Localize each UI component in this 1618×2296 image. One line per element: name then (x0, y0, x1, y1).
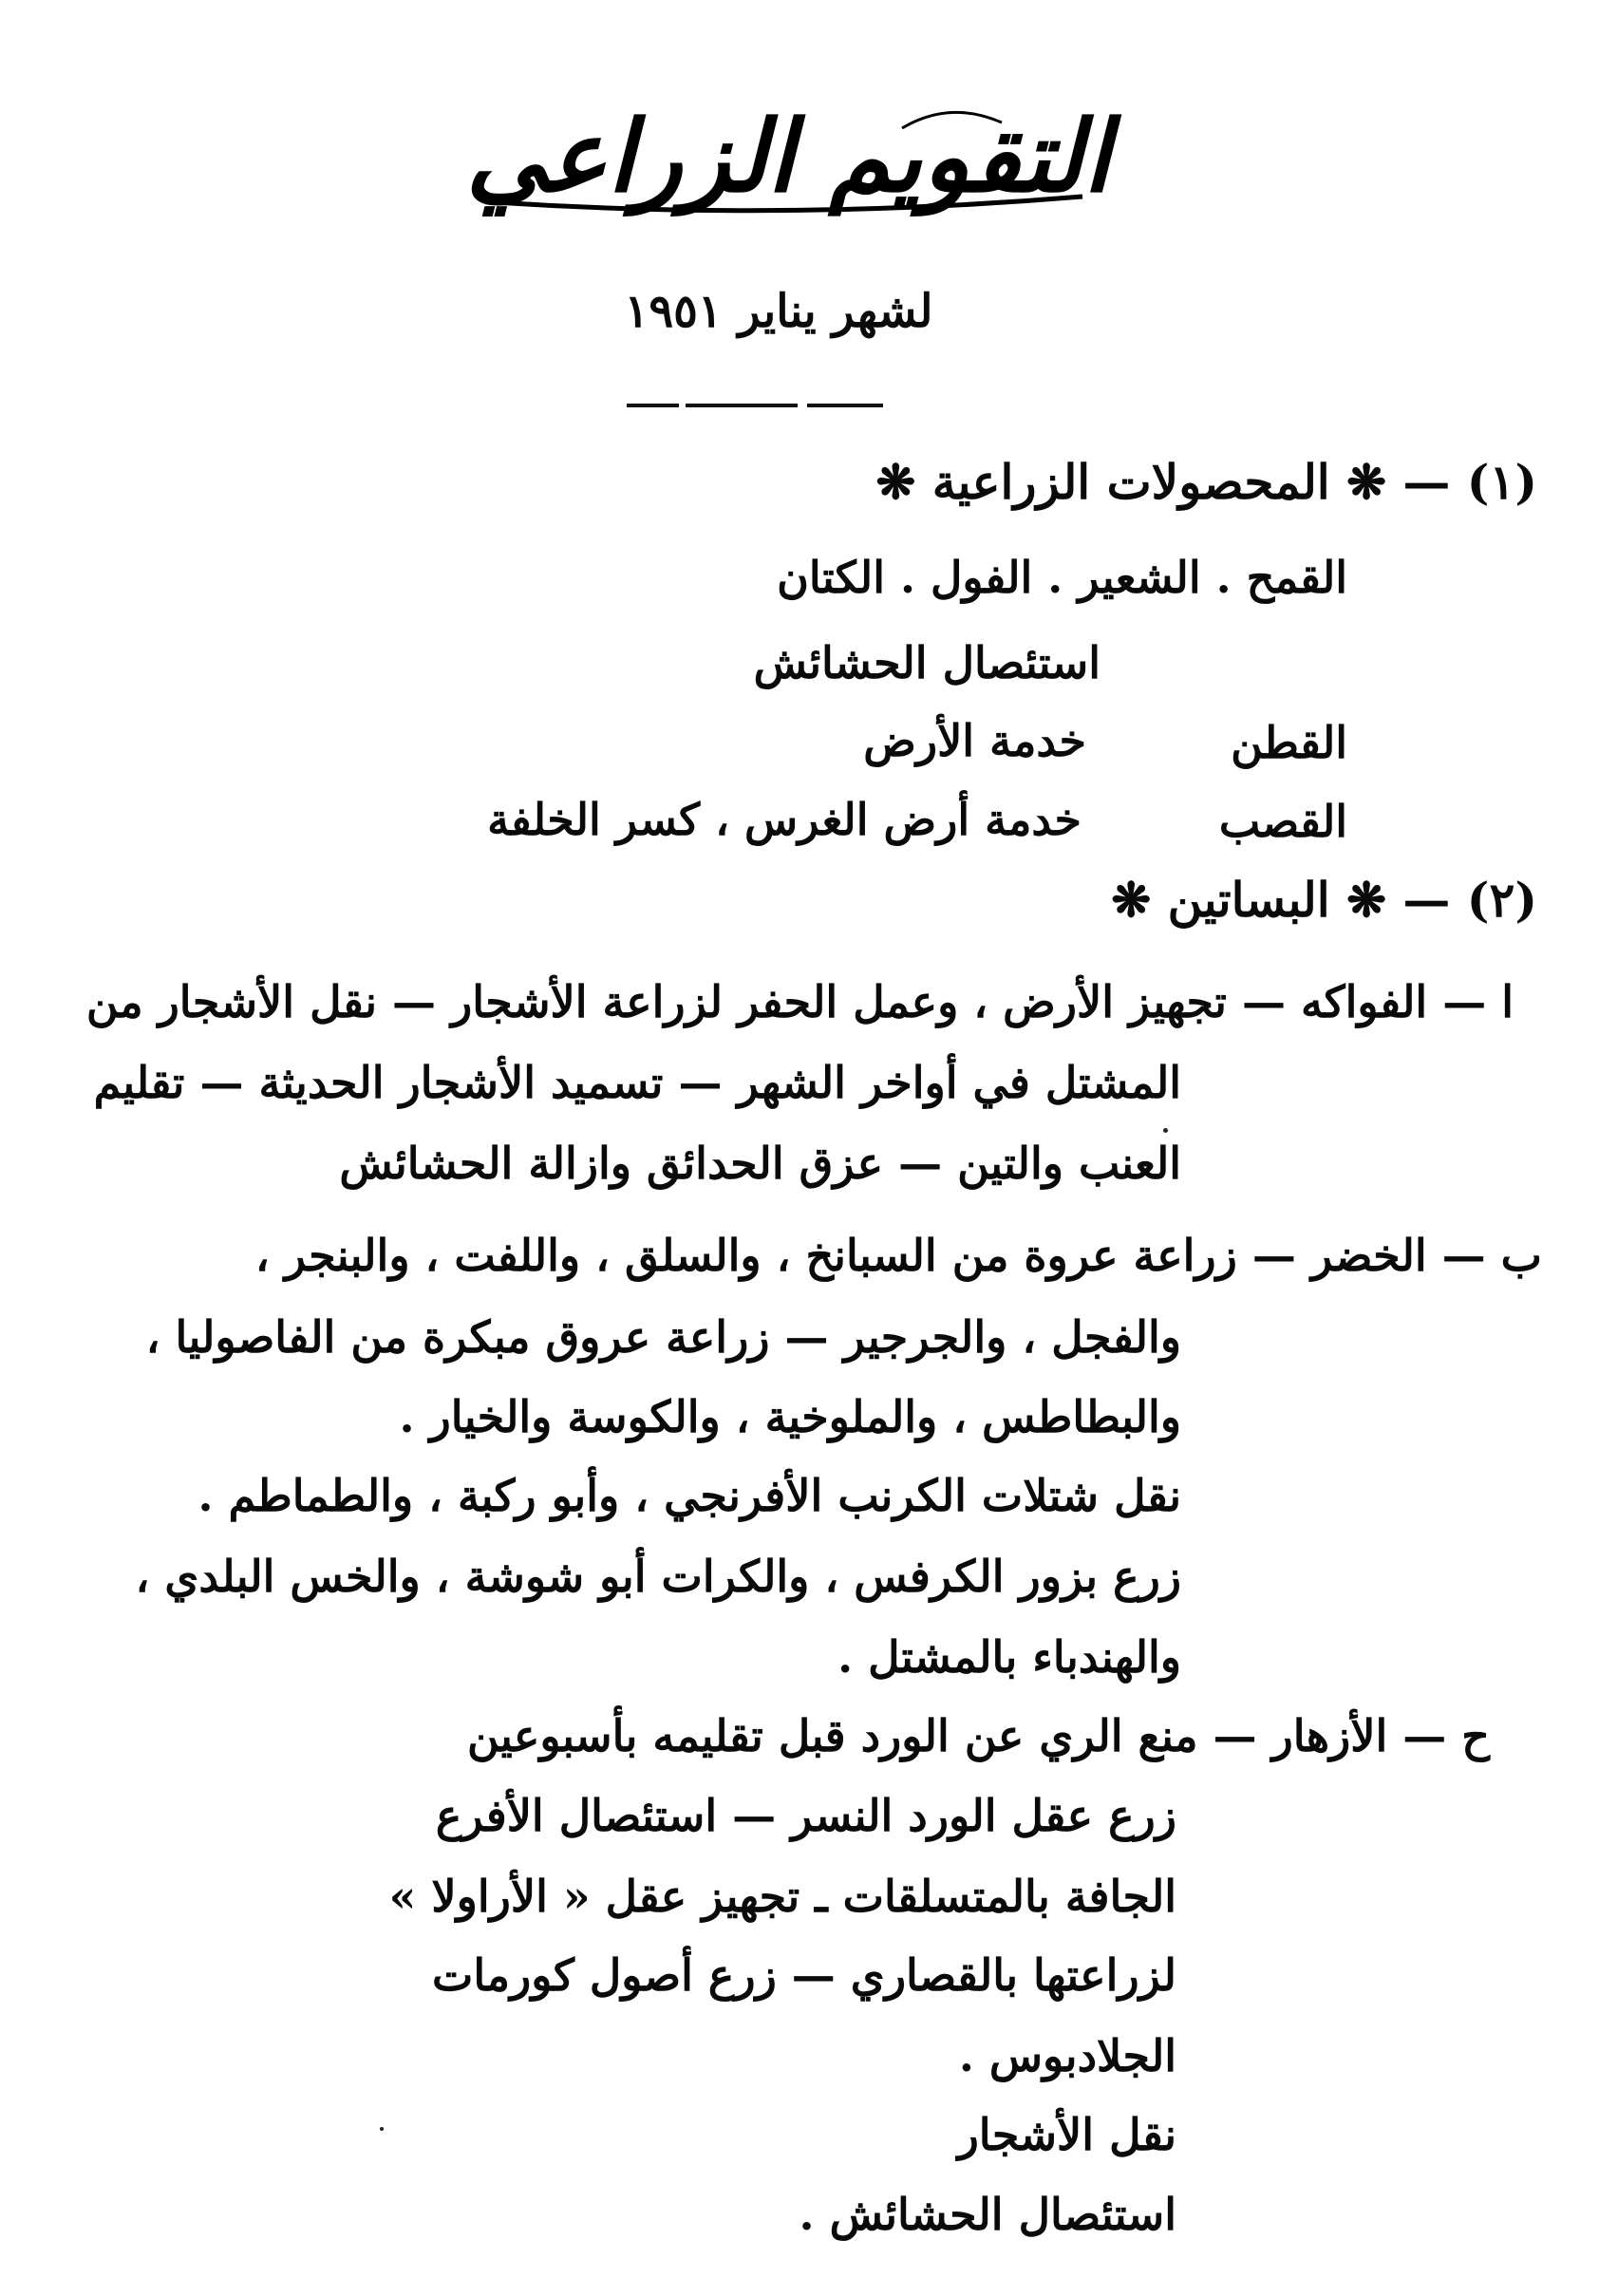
vegetables-line-1: ب — الخضر — زراعة عروة من السبانخ ، والسلق ، واللفت ، والبنجر ، (254, 1230, 1542, 1281)
flowers-line-3: الجافة بالمتسلقات ـ تجهيز عقل « الأراولا » (388, 1871, 1176, 1922)
vegetables-line-6: والهندباء بالمشتل . (837, 1631, 1181, 1683)
cotton-label: القطن (1231, 717, 1347, 768)
flowers-line-7: استئصال الحشائش . (799, 2189, 1176, 2240)
flowers-line-2: زرع عقل الورد النسر — استئصال الأفرع (435, 1790, 1176, 1841)
flowers-line-5: الجلادبوس . (958, 2030, 1176, 2081)
scan-speck (380, 2127, 384, 2131)
vegetables-line-4: نقل شتلات الكرنب الأفرنجي ، وأبو ركبة ، والطماطم . (198, 1470, 1181, 1521)
vegetables-line-5: زرع بزور الكرفس ، والكرات أبو شوشة ، والخس البلدي ، (135, 1551, 1181, 1602)
fruits-line-1: ا — الفواكه — تجهيز الأرض ، وعمل الحفر لزراعة الأشجار — نقل الأشجار من (85, 976, 1514, 1027)
crops-line-2: استئصال الحشائش (753, 637, 1101, 688)
crops-line-1: القمح . الشعير . الفول . الكتان (777, 552, 1347, 603)
flowers-line-1: ح — الأزهار — منع الري عن الورد قبل تقليمه بأسبوعين (467, 1710, 1490, 1761)
cane-task: خدمة أرض الغرس ، كسر الخلفة (487, 794, 1082, 845)
flowers-line-6: نقل الأشجار (957, 2109, 1176, 2160)
section-1-heading: (١) — ❋ المحصولات الزراعية ❋ (875, 454, 1537, 510)
flowers-line-4: لزراعتها بالقصاري — زرع أصول كورمات (432, 1949, 1176, 2001)
cotton-task: خدمة الأرض (863, 715, 1086, 766)
vegetables-line-3: والبطاطس ، والملوخية ، والكوسة والخيار . (399, 1391, 1181, 1442)
title-text: التقويم الزراعي (465, 98, 1111, 215)
page-subtitle: لشهر يناير ١٩٥١ (624, 285, 933, 338)
fruits-line-2: المشتل في أواخر الشهر — تسميد الأشجار الحديثة — تقليم (93, 1057, 1181, 1108)
scan-speck (1163, 1128, 1168, 1133)
section-2-heading: (٢) — ❋ البساتين ❋ (1111, 872, 1537, 928)
vegetables-line-2: والفجل ، والجرجير — زراعة عروق مبكرة من الفاصوليا ، (145, 1311, 1181, 1363)
title-divider (627, 404, 883, 407)
page-title (456, 90, 1120, 223)
cane-label: القصب (1218, 796, 1347, 847)
fruits-line-3: العنب والتين — عزق الحدائق وازالة الحشائش (339, 1138, 1181, 1189)
